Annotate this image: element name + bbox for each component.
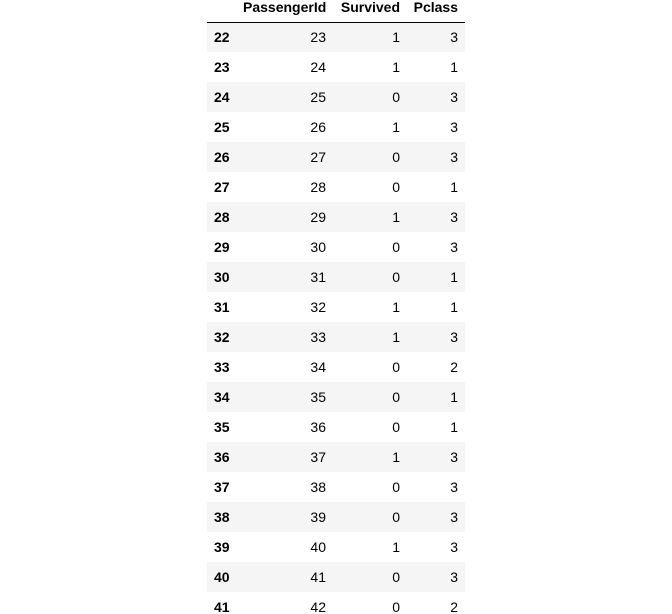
survived-cell: 0	[392, 569, 400, 585]
row-index: 36	[214, 449, 230, 465]
survived-cell: 0	[392, 269, 400, 285]
passengerid-cell: 42	[310, 599, 326, 614]
passengerid-cell: 33	[310, 329, 326, 345]
row-index: 33	[214, 359, 230, 375]
row-index: 31	[214, 299, 230, 315]
survived-cell: 1	[392, 209, 400, 225]
passengerid-cell: 31	[310, 269, 326, 285]
pclass-cell: 1	[450, 179, 458, 195]
table-row	[207, 82, 465, 112]
passengerid-cell: 38	[310, 479, 326, 495]
row-index: 39	[214, 539, 230, 555]
pclass-cell: 3	[450, 539, 458, 555]
table-row	[207, 532, 465, 562]
survived-cell: 0	[392, 389, 400, 405]
row-index: 37	[214, 479, 230, 495]
pclass-cell: 2	[450, 359, 458, 375]
passengerid-cell: 37	[310, 449, 326, 465]
row-index: 32	[214, 329, 230, 345]
passengerid-cell: 39	[310, 509, 326, 525]
row-index: 27	[214, 179, 230, 195]
table-row	[207, 172, 465, 202]
table-row	[207, 412, 465, 442]
survived-cell: 1	[392, 329, 400, 345]
survived-cell: 0	[392, 179, 400, 195]
pclass-cell: 3	[450, 569, 458, 585]
survived-cell: 1	[392, 449, 400, 465]
survived-cell: 1	[392, 59, 400, 75]
survived-cell: 0	[392, 479, 400, 495]
table-row	[207, 502, 465, 532]
table-row	[207, 262, 465, 292]
pclass-column-header: Pclass	[407, 0, 465, 22]
row-index: 29	[214, 239, 230, 255]
survived-cell: 0	[392, 419, 400, 435]
passengerid-cell: 26	[310, 119, 326, 135]
dataframe-output	[207, 0, 465, 614]
passengerid-cell: 30	[310, 239, 326, 255]
pclass-cell: 1	[450, 419, 458, 435]
row-index: 24	[214, 89, 230, 105]
row-index: 23	[214, 59, 230, 75]
table-row	[207, 202, 465, 232]
table-row	[207, 472, 465, 502]
row-index: 30	[214, 269, 230, 285]
pclass-cell: 3	[450, 29, 458, 46]
survived-cell: 1	[392, 29, 400, 46]
pclass-cell: 3	[450, 449, 458, 465]
table-header	[207, 0, 465, 22]
row-index: 38	[214, 509, 230, 525]
dataframe-table	[207, 0, 465, 614]
passengerid-cell: 23	[310, 29, 326, 46]
row-index: 40	[214, 569, 230, 585]
table-row	[207, 592, 465, 614]
index-column-header	[207, 0, 243, 22]
pclass-cell: 2	[450, 599, 458, 614]
survived-cell: 1	[392, 539, 400, 555]
table-row	[207, 352, 465, 382]
table-body	[207, 22, 465, 614]
passengerid-cell: 34	[310, 359, 326, 375]
survived-cell: 1	[392, 299, 400, 315]
survived-cell: 0	[392, 359, 400, 375]
pclass-cell: 3	[450, 479, 458, 495]
table-row	[207, 142, 465, 172]
pclass-cell: 1	[450, 389, 458, 405]
passengerid-cell: 35	[310, 389, 326, 405]
passengerid-cell: 36	[310, 419, 326, 435]
passengerid-cell: 27	[310, 149, 326, 165]
table-row	[207, 112, 465, 142]
header-row	[207, 0, 465, 22]
pclass-cell: 3	[450, 119, 458, 135]
passengerid-cell: 28	[310, 179, 326, 195]
row-index: 41	[214, 599, 230, 614]
passengerid-cell: 32	[310, 299, 326, 315]
row-index: 26	[214, 149, 230, 165]
pclass-cell: 3	[450, 209, 458, 225]
table-row	[207, 382, 465, 412]
row-index: 35	[214, 419, 230, 435]
survived-cell: 1	[392, 119, 400, 135]
pclass-cell: 3	[450, 149, 458, 165]
pclass-cell: 3	[450, 89, 458, 105]
pclass-cell: 1	[450, 269, 458, 285]
pclass-cell: 3	[450, 509, 458, 525]
row-index: 22	[214, 29, 230, 46]
survived-cell: 0	[392, 239, 400, 255]
row-index: 28	[214, 209, 230, 225]
table-row	[207, 442, 465, 472]
survived-cell: 0	[392, 149, 400, 165]
table-row	[207, 322, 465, 352]
passengerid-cell: 40	[310, 539, 326, 555]
passengerid-cell: 24	[310, 59, 326, 75]
survived-cell: 0	[392, 509, 400, 525]
table-row	[207, 292, 465, 322]
survived-cell: 0	[392, 599, 400, 614]
table-row	[207, 232, 465, 262]
passengerid-cell: 29	[310, 209, 326, 225]
passengerid-cell: 25	[310, 89, 326, 105]
table-row	[207, 562, 465, 592]
passengerid-cell: 41	[310, 569, 326, 585]
pclass-cell: 3	[450, 239, 458, 255]
pclass-cell: 1	[450, 59, 458, 75]
survived-column-header: Survived	[333, 0, 407, 22]
table-row	[207, 22, 465, 52]
table-row	[207, 52, 465, 82]
pclass-cell: 1	[450, 299, 458, 315]
passengerid-column-header: PassengerId	[243, 0, 333, 22]
row-index: 34	[214, 389, 230, 405]
pclass-cell: 3	[450, 329, 458, 345]
survived-cell: 0	[392, 89, 400, 105]
row-index: 25	[214, 119, 230, 135]
